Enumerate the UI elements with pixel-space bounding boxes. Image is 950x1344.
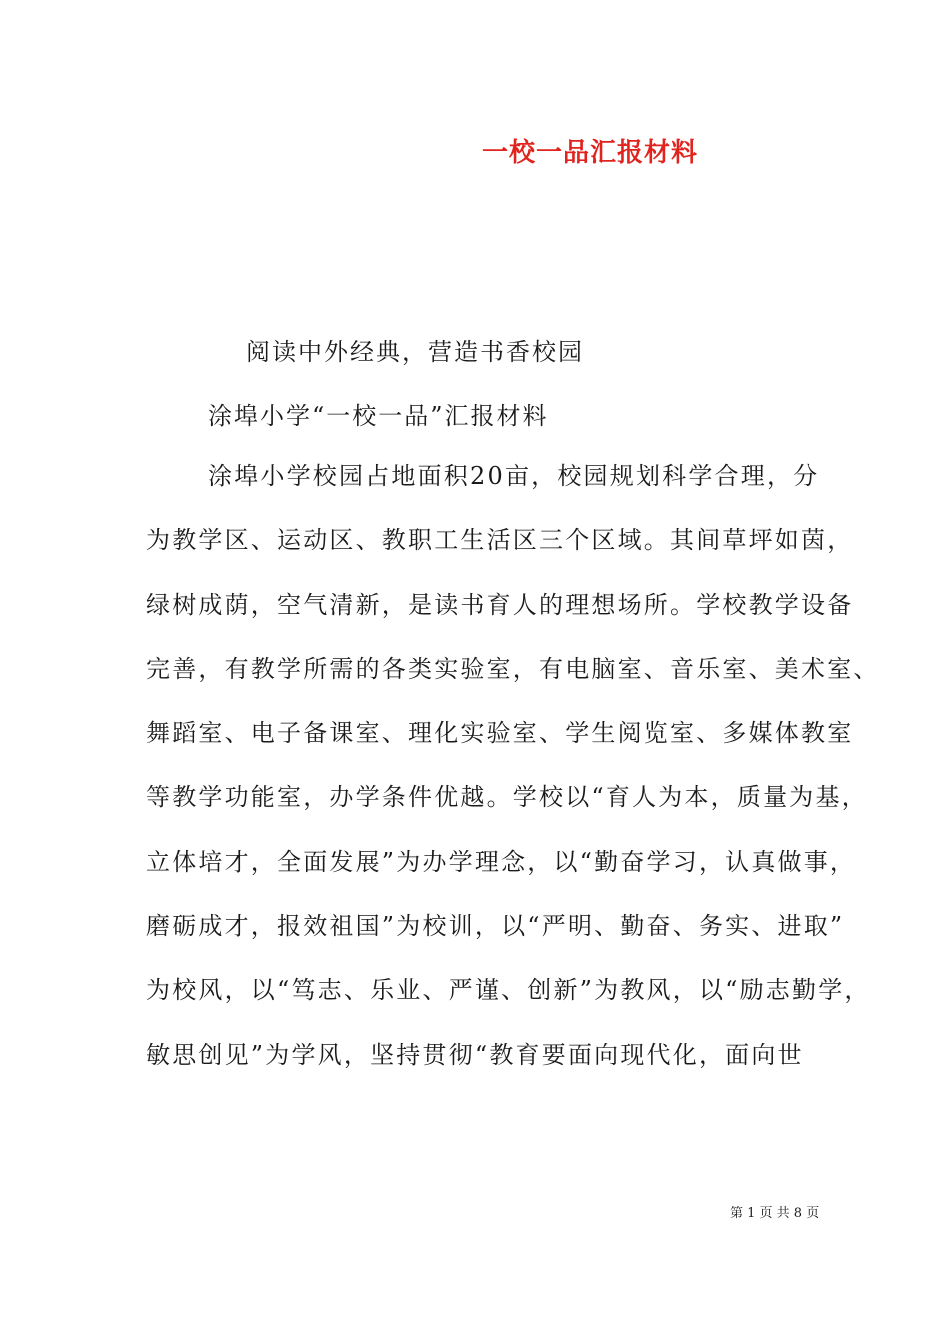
body-line: 磨砺成才，报效祖国”为校训，以“严明、勤奋、务实、进取”: [146, 912, 845, 941]
body-line: 绿树成荫，空气清新，是读书育人的理想场所。学校教学设备: [146, 590, 854, 619]
body-line: 舞蹈室、电子备课室、理化实验室、学生阅览室、多媒体教室: [146, 719, 854, 748]
body-line: 等教学功能室，办学条件优越。学校以“育人为本，质量为基，: [146, 783, 868, 812]
body-paragraph: [146, 456, 880, 1099]
body-line: 涂埠小学校园占地面积20亩，校园规划科学合理，分: [208, 462, 820, 490]
body-line: 为校风，以“笃志、乐业、严谨、创新”为教风，以“励志勤学，: [146, 976, 871, 1005]
page-number-footer: 第 1 页 共 8 页: [730, 1206, 820, 1221]
body-line: 为教学区、运动区、教职工生活区三个区域。其间草坪如茵，: [146, 526, 854, 555]
subtitle-theme: 阅读中外经典，营造书香校园: [246, 338, 584, 366]
body-line: 敏思创见”为学风，坚持贯彻“教育要面向现代化，面向世: [146, 1040, 804, 1069]
subtitle-report: 涂埠小学“一校一品”汇报材料: [208, 402, 549, 430]
body-line: 立体培才，全面发展”为办学理念，以“勤奋学习，认真做事，: [146, 847, 857, 876]
document-title: 一校一品汇报材料: [481, 138, 698, 168]
body-line: 完善，有教学所需的各类实验室，有电脑室、音乐室、美术室、: [146, 654, 880, 683]
